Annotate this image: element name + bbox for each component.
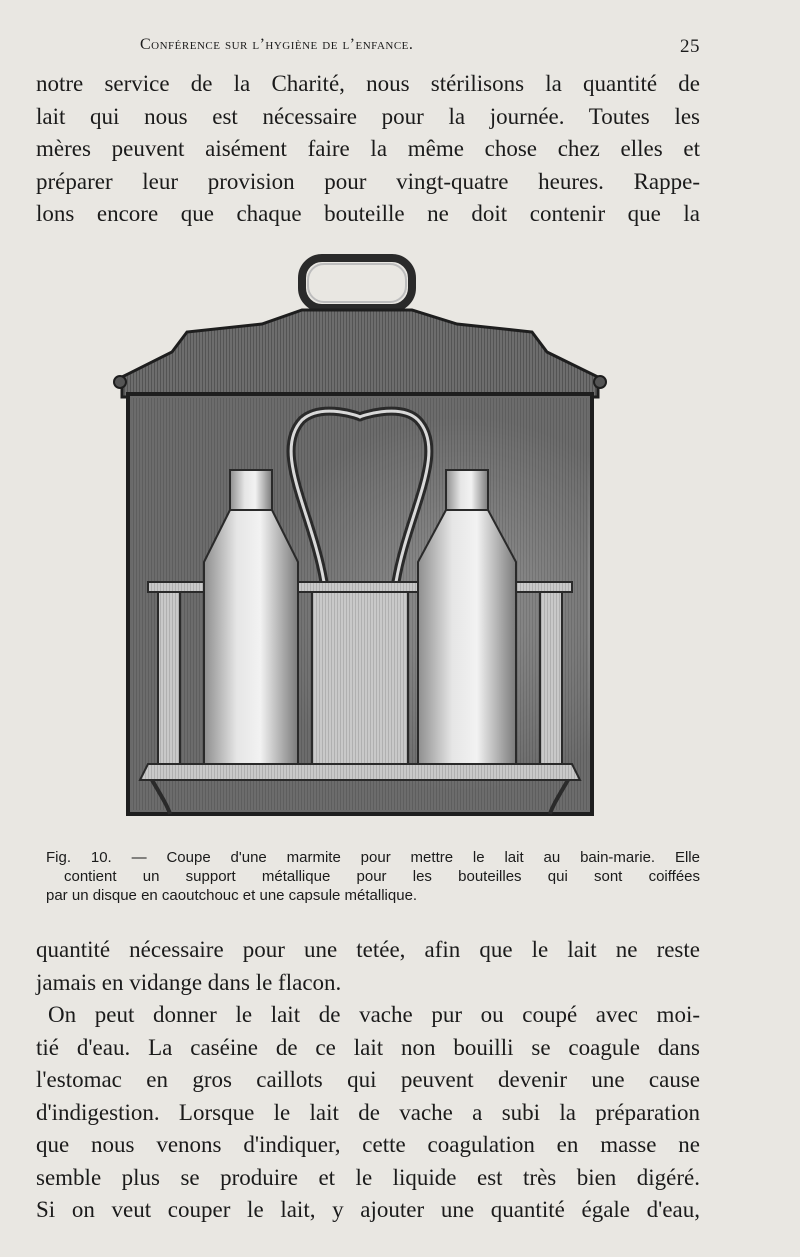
pot-lid bbox=[122, 310, 598, 397]
page-number: 25 bbox=[680, 36, 700, 57]
caption-line: par un disque en caoutchouc et une capsule métallique. bbox=[46, 887, 418, 904]
text-line: On peut donner le lait de vache pur ou coupé avec moi- bbox=[48, 1002, 700, 1027]
running-head bbox=[140, 36, 700, 58]
text-line: que nous venons d'indiquer, cette coagulation en masse ne bbox=[36, 1132, 700, 1157]
text-line: mères peuvent aisément faire la même chose chez elles et bbox=[36, 136, 700, 161]
text-line: lons encore que chaque bouteille ne doit contenir que la bbox=[36, 201, 700, 226]
figure-illustration-marmite bbox=[112, 252, 608, 820]
caption-line: Fig. 10. — Coupe d'une marmite pour mettre le lait au bain-marie. Elle bbox=[46, 849, 700, 866]
running-title: Conférence sur l’hygiène de l’enfance. bbox=[140, 36, 414, 53]
text-line: quantité nécessaire pour une tetée, afin que le lait ne reste bbox=[36, 937, 700, 962]
text-line: tié d'eau. La caséine de ce lait non bouilli se coagule dans bbox=[36, 1034, 700, 1060]
text-line: préparer leur provision pour vingt-quatre heures. Rappe- bbox=[36, 168, 700, 194]
text-line: semble plus se produire et le liquide est très bien digéré. bbox=[36, 1164, 700, 1190]
figure-caption bbox=[46, 848, 700, 905]
text-line: jamais en vidange dans le flacon. bbox=[36, 969, 342, 995]
text-line: lait qui nous est nécessaire pour la journée. Toutes les bbox=[36, 103, 700, 129]
paragraph-bottom bbox=[36, 934, 700, 1227]
text-line: notre service de la Charité, nous stérilisons la quantité de bbox=[36, 71, 700, 96]
text-line: l'estomac en gros caillots qui peuvent devenir une cause bbox=[36, 1067, 700, 1092]
rack-base bbox=[140, 764, 580, 780]
paragraph-top bbox=[36, 68, 700, 231]
caption-line: contient un support métallique pour les bouteilles qui sont coiffées bbox=[64, 868, 700, 885]
text-line: d'indigestion. Lorsque le lait de vache a subi la préparation bbox=[36, 1099, 700, 1125]
text-line: Si on veut couper le lait, y ajouter une quantité égale d'eau, bbox=[36, 1197, 700, 1222]
